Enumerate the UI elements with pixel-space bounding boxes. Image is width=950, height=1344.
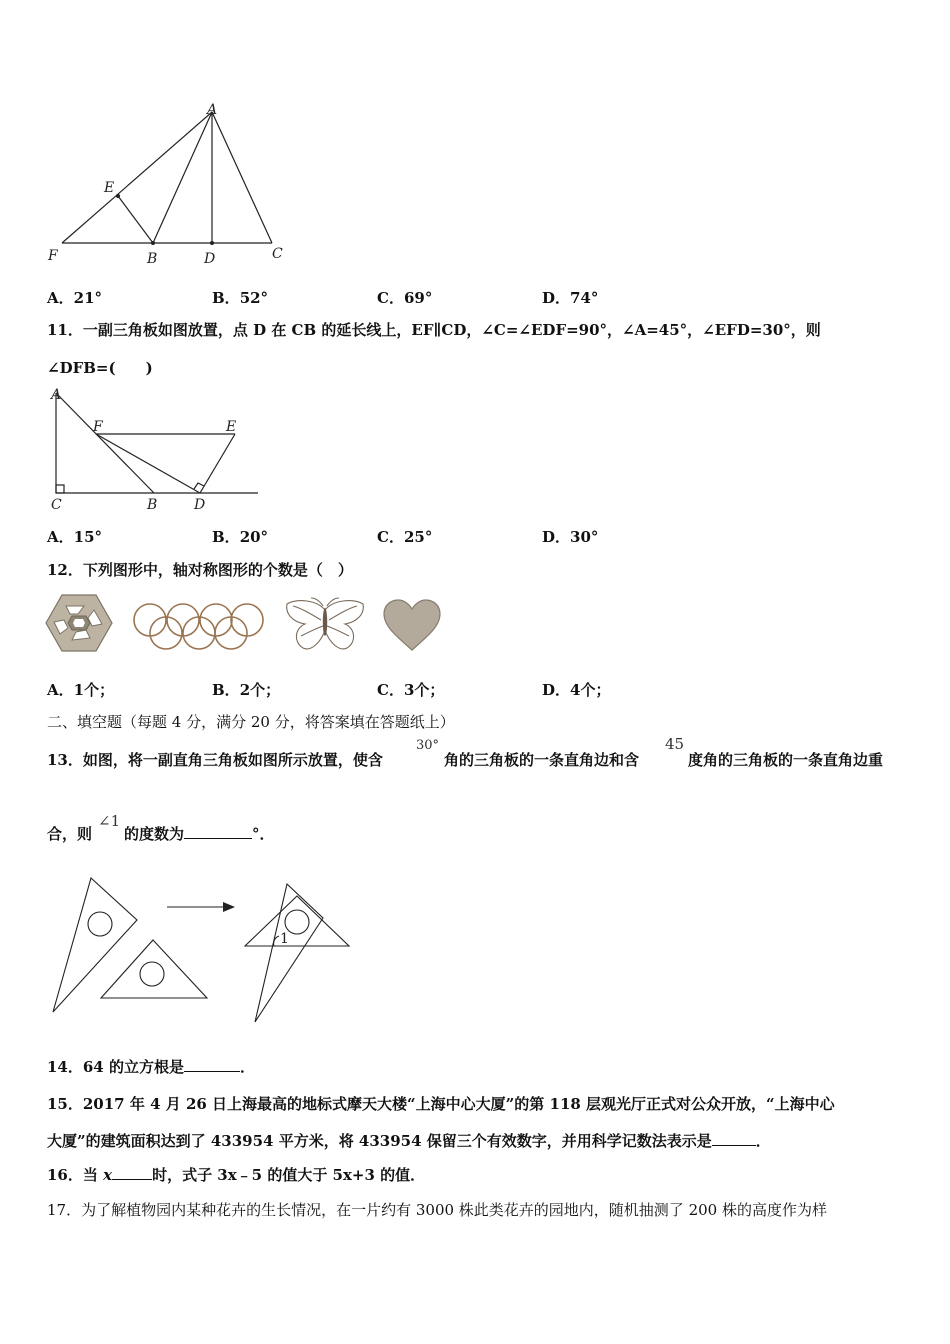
q11-option-c[interactable] [377,526,432,547]
option-letter: A． [47,681,74,699]
label-A: A [207,102,218,118]
label-C: C [272,246,283,262]
q13-text: °． [252,825,275,843]
label-E: E [104,180,115,196]
option-letter: B． [212,681,240,699]
option-letter: D． [542,528,571,546]
label-C: C [51,497,62,513]
q14-answer-blank[interactable] [184,1057,240,1072]
q13-stem-part3: 度角的三角板的一条直角边重 [688,751,884,769]
label-D: D [194,497,206,513]
option-text: 30° [570,528,599,546]
q14-text: 14．64 的立方根是 [47,1058,184,1076]
label-F: F [93,419,103,435]
option-text: 21° [73,289,103,307]
q12-option-b[interactable] [212,679,280,700]
q13-stem-part2: 角的三角板的一条直角边和含 [444,751,640,769]
option-text: 4个； [570,681,611,699]
q14-stem [47,1057,255,1077]
q13-text: 的度数为 [124,825,185,843]
q13-angle-45: 45 [665,735,685,753]
q16-text: 时，式子 3x﹣5 的值大于 5x+3 的值． [152,1166,426,1184]
option-letter: C． [377,528,404,546]
option-text: 2个； [239,681,281,699]
option-letter: D． [542,681,571,699]
segment-AB [56,393,154,493]
q10-option-c[interactable] [377,287,432,308]
q16-text: 16．当 [47,1166,104,1184]
q15-answer-blank[interactable] [712,1131,756,1146]
q13-stem-line2-rest [124,824,275,844]
option-letter: A． [47,289,74,307]
q10-option-a[interactable] [47,287,102,308]
option-text: 52° [239,289,269,307]
option-letter: B． [212,528,240,546]
triangle-30-right [255,884,323,1022]
option-letter: D． [542,289,571,307]
arrow-head-icon [223,902,235,912]
q15-text: ． [755,1132,771,1150]
option-text: 20° [239,528,269,546]
segment-ED [200,434,235,493]
q12-option-a[interactable] [47,679,114,700]
label-E: E [226,419,237,435]
q13-stem-line2-start: 合，则 [47,825,93,843]
q10-triangle-figure [40,100,300,275]
q17-stem-line1: 17．为了解植物园内某种花卉的生长情况，在一片约有 3000 株此类花卉的园地内，随机抽测了 200 株的高度作为样 [47,1201,827,1219]
q11-option-b[interactable] [212,526,268,547]
option-text: 15° [73,528,103,546]
option-text: 3个； [403,681,445,699]
option-letter: C． [377,289,404,307]
label-B: B [147,497,158,513]
triangle-45-left [101,940,207,998]
q12-heart-figure [382,598,442,654]
q15-text: 大厦”的建筑面积达到了 433954 平方米，将 433954 保留三个有效数字，并用科学记数法表示是 [47,1132,712,1150]
right-angle-mark-C [56,485,64,493]
triangle-30-left [53,878,137,1012]
option-text: 69° [403,289,433,307]
option-letter: A． [47,528,74,546]
option-letter: B． [212,289,240,307]
segment-AC [212,112,272,243]
segment-FA [62,112,212,243]
label-A: A [51,387,62,403]
q15-stem-line2 [47,1131,771,1151]
q13-stem-part1 [47,750,383,770]
segment-AB [153,112,212,243]
option-text: 25° [403,528,433,546]
q13-set-squares-figure [45,870,355,1030]
segment-FD [96,434,200,493]
q13-angle-1-symbol: ∠1 [98,812,121,830]
label-angle-1: 1 [280,931,289,947]
q16-answer-blank[interactable] [112,1165,152,1180]
option-text: 1个； [73,681,115,699]
q12-stem: 12．下列图形中，轴对称图形的个数是（ ） [47,561,353,579]
q13-answer-blank[interactable] [184,824,252,839]
section-heading: 二、填空题（每题 4 分，满分 20 分，将答案填在答题纸上） [47,713,455,731]
label-B: B [147,251,158,267]
option-text: 74° [570,289,599,307]
q11-option-d[interactable] [542,526,598,547]
triangle-45-right [245,896,349,946]
label-D: D [204,251,216,267]
q13-text: 13．如图，将一副直角三角板如图所示放置，使含 [47,751,383,769]
q12-butterfly-figure [281,596,369,658]
q15-stem-line1: 15．2017 年 4 月 26 日上海最高的地标式摩天大楼“上海中心大厦”的第 118 层观光厅正式对公众开放，“上海中心 [47,1095,835,1113]
segment-EB [118,196,153,243]
q10-option-d[interactable] [542,287,598,308]
q11-stem-line2: ∠DFB=( ) [47,359,153,377]
q10-option-b[interactable] [212,287,268,308]
q16-stem [47,1165,425,1185]
q11-option-a[interactable] [47,526,102,547]
q11-set-squares-figure [40,385,265,515]
label-F: F [48,248,58,264]
q16-variable: x [103,1166,113,1184]
q14-text: ． [239,1058,255,1076]
option-letter: C． [377,681,404,699]
q12-option-d[interactable] [542,679,610,700]
q12-option-c[interactable] [377,679,444,700]
q11-stem-line1: 11．一副三角板如图放置，点 D 在 CB 的延长线上，EF∥CD，∠C=∠EDF=90°，∠A=45°，∠EFD=30°，则 [47,321,821,339]
q13-angle-30: 30° [416,738,440,753]
q12-five-rings-figure [132,600,264,652]
q12-hexagon-knot-figure [44,592,114,654]
